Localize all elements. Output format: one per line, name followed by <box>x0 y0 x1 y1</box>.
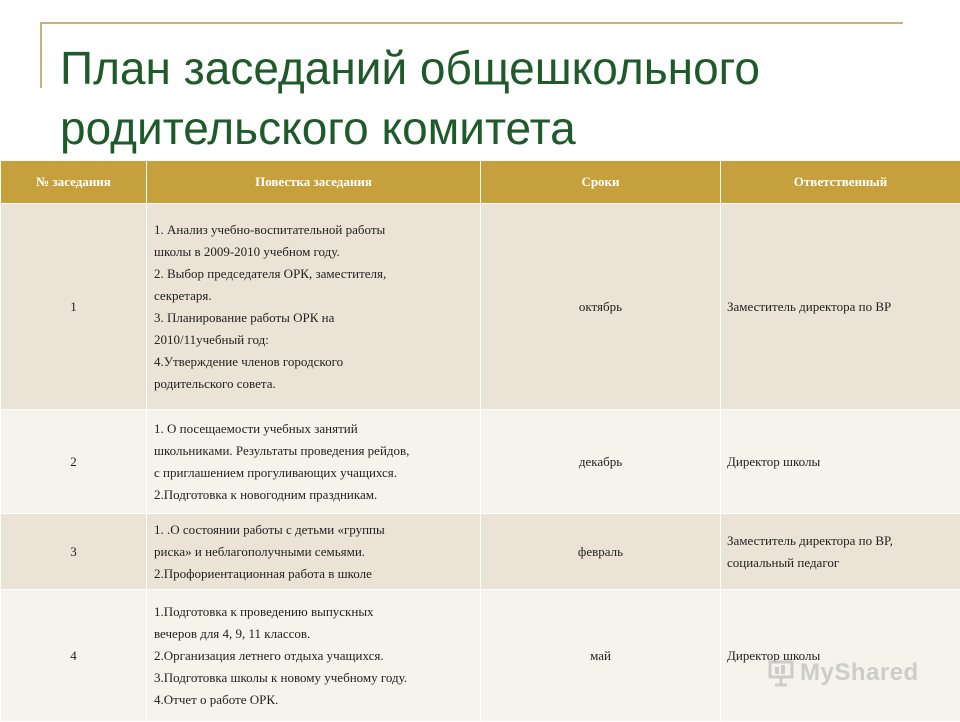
meeting-term: октябрь <box>481 204 721 410</box>
meeting-number: 3 <box>1 514 147 590</box>
header-meeting-number: № заседания <box>1 161 147 204</box>
agenda-line: 2.Подготовка к новогодним праздникам. <box>154 484 474 506</box>
meeting-term: декабрь <box>481 410 721 514</box>
header-agenda: Повестка заседания <box>147 161 481 204</box>
responsible-line: Директор школы <box>727 451 954 473</box>
presentation-board-icon <box>766 658 796 688</box>
meeting-responsible <box>721 204 960 410</box>
agenda-line: секретаря. <box>154 285 474 307</box>
header-responsible: Ответственный <box>721 161 960 204</box>
decorative-left-rule <box>40 22 42 88</box>
table-header-row <box>1 161 960 204</box>
decorative-top-rule <box>40 22 903 24</box>
meeting-number: 4 <box>1 590 147 722</box>
page-title <box>60 38 940 158</box>
meeting-agenda <box>147 410 481 514</box>
agenda-line: вечеров для 4, 9, 11 классов. <box>154 623 474 645</box>
meeting-responsible <box>721 514 960 590</box>
page-title-line-1: План заседаний общешкольного <box>60 38 940 98</box>
meetings-table <box>0 160 960 722</box>
table-row <box>1 204 960 410</box>
watermark <box>766 658 919 688</box>
agenda-line: 2.Организация летнего отдыха учащихся. <box>154 645 474 667</box>
meeting-term: май <box>481 590 721 722</box>
meeting-number: 2 <box>1 410 147 514</box>
agenda-line: 4.Отчет о работе ОРК. <box>154 689 474 711</box>
meeting-agenda <box>147 514 481 590</box>
responsible-line: Заместитель директора по ВР <box>727 296 954 318</box>
meeting-agenda <box>147 590 481 722</box>
agenda-line: риска» и неблагополучными семьями. <box>154 541 474 563</box>
table-row <box>1 410 960 514</box>
responsible-line: Заместитель директора по ВР, <box>727 530 954 552</box>
agenda-line: с приглашением прогуливающих учащихся. <box>154 462 474 484</box>
agenda-line: школы в 2009-2010 учебном году. <box>154 241 474 263</box>
agenda-line: школьниками. Результаты проведения рейдов, <box>154 440 474 462</box>
table-row <box>1 590 960 722</box>
meeting-agenda <box>147 204 481 410</box>
agenda-line: 1. О посещаемости учебных занятий <box>154 418 474 440</box>
agenda-line: 3.Подготовка школы к новому учебному году. <box>154 667 474 689</box>
responsible-line: Директор школы <box>727 645 954 667</box>
watermark-text: MyShared <box>800 659 919 687</box>
agenda-line: 4.Утверждение членов городского <box>154 351 474 373</box>
agenda-line: 1. .О состоянии работы с детьми «группы <box>154 519 474 541</box>
agenda-line: 3. Планирование работы ОРК на <box>154 307 474 329</box>
header-terms: Сроки <box>481 161 721 204</box>
agenda-line: 1. Анализ учебно-воспитательной работы <box>154 219 474 241</box>
meeting-number: 1 <box>1 204 147 410</box>
agenda-line: 2010/11учебный год: <box>154 329 474 351</box>
agenda-line: 1.Подготовка к проведению выпускных <box>154 601 474 623</box>
agenda-line: 2.Профориентационная работа в школе <box>154 563 474 585</box>
table-row <box>1 514 960 590</box>
meeting-responsible <box>721 410 960 514</box>
agenda-line: родительского совета. <box>154 373 474 395</box>
agenda-line: 2. Выбор председателя ОРК, заместителя, <box>154 263 474 285</box>
page-title-line-2: родительского комитета <box>60 98 940 158</box>
responsible-line: социальный педагог <box>727 552 954 574</box>
meeting-term: февраль <box>481 514 721 590</box>
meeting-responsible <box>721 590 960 722</box>
